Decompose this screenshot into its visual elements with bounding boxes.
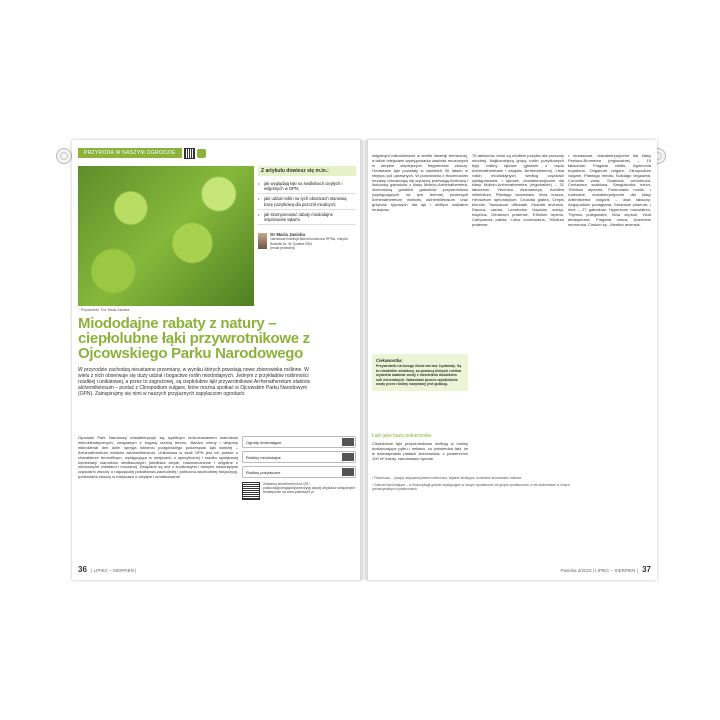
footnotes xyxy=(372,476,572,494)
left-footer xyxy=(78,565,136,574)
fun-fact-text: Przywrotnik na brzegu liścia ma tzw. hydatody. Są to niewielkie struktury, za pomocą których roślina wydziela nadmiar wody z niewielkim dodatkiem soli mineralnych. Natomiast proces wydzielania wody przez rośliny nazywany jest gutacją. xyxy=(376,364,462,386)
lady-mantle-photo xyxy=(78,166,254,306)
page-number: 36 xyxy=(78,565,87,574)
summary-heading: Z artykułu dowiesz się m.in.: xyxy=(258,166,356,176)
footer-text: Pasieka 4/2023 | LIPIEC – SIERPIEŃ | xyxy=(560,568,638,573)
summary-item: ▸ jak wyglądają łąki na siedliskach ciepłych i wilgotnych w OPN; xyxy=(258,179,356,194)
related-link-label: Rośliny miododajne xyxy=(246,454,281,460)
footnote: ¹ Fitocenoza – (nacja) nazywana płatem roślinności, fizjalnie istniejące, konkretne zbiorowisko roślinne. xyxy=(372,476,523,480)
author-avatar xyxy=(258,233,267,249)
author-block xyxy=(258,233,356,250)
author-name: Dr Maria Jasicka xyxy=(270,232,305,238)
page-gutter xyxy=(360,140,368,580)
left-emblem-icon xyxy=(56,148,72,164)
footer-text: | LIPIEC – SIERPIEŃ | xyxy=(91,568,137,573)
photo-caption: ↑ Przywrotnik. Fot. Maria Jasicka xyxy=(78,308,130,312)
related-link-2[interactable] xyxy=(242,451,356,463)
related-link-3[interactable] xyxy=(242,466,356,478)
author-affiliation: Narodowa Kolekcja Bioróżnorodności RPNA, Instytut Botaniki im. W. Szafera PAN xyxy=(270,237,348,246)
related-links xyxy=(242,436,356,500)
section-subheading: Łąki jako baza pokarmowa xyxy=(372,433,432,439)
right-page xyxy=(366,140,657,580)
qr-code-icon xyxy=(184,148,195,159)
qr-note xyxy=(242,482,356,500)
fun-fact-heading: Ciekawostka: xyxy=(376,358,403,363)
summary-item: ▸ jaki udział roślin na tych obszarach stanowią bazę pożytkową dla pszczół miodnych; xyxy=(258,194,356,209)
image-thumb-icon xyxy=(342,438,354,446)
body-text: Ciepłolubne łąki przywrotnikowe obfitują w rośliny dostarczające pyłku i nektaru, co potwierdza fakt, że w dziewiętnastu płatach zbiorowiska, o powierzchni 100 m² każdy, zanotowano łącznie xyxy=(372,441,468,461)
body-text: 75 taksonów, które są źródłem pożytku dla pszczoły miodnej. Najliczniejszą grupę roślin pożytkowych były rośliny łąkowe (głównie z rzędu Arrhenatheretalia i związku Arrhenatherion). Lista roślin miododajnych według częstości występowania: • łąkowe, charakterystyczne dla klasy Molinio-Arrhenatheretea (regionalnie) – 31 taksonów: Veronica chamaedrys, Achillea millefolium, Plantago lanceolata, Vicia cracca, Heracleum sphondylium, Cruciata glabra, Crepis biennis, Taraxacum officinale, Knautia arvensis, Daucus carota, Leontodon hispidus subsp. hispidus, Geranium pratense, Trifolium repens, Campanula patula, Lotus corniculatus, Trifolium pratense. xyxy=(472,153,564,227)
body-text: wilgotnym mikroklimacie w strefie inwersji termicznej, a także miejscami występowania zastoisk mrozowych w obrębie ciepłejszych fragmentów zboczy. Omawiane łąki powstały w ostatnich 30 latach w miejscu pól uprawnych. W porównaniu z fitocenozami murawy odznaczają się wyraźną przewagą liczbową i ilościową gatunków z klasy Molinio-Arrhenatheretea, obecnością górskich gatunków przywrotników (występujących na tym terenie) podzespół Arrhenatheretum elatioris alchemilletosum oraz grzybów typowych dla łąk i obfitym udziałem muszków. xyxy=(372,153,468,212)
qr-code-icon[interactable] xyxy=(242,482,260,500)
author-email: [email protected] xyxy=(270,245,295,250)
left-page xyxy=(72,140,362,580)
leaf-icon xyxy=(197,149,206,158)
article-summary-box xyxy=(258,166,356,250)
article-lead: W przyrodzie zachodzą nieustanne przemiany, w wyniku których powstają nowe zbiorowiska roślinne. W wielu z nich obserwuje się duży udział i bogactwo roślin miododajnych. Jednym z przykładów roślinności rzadkiej i unikatowej, a przez to zagrożonej, są ciepłolubne łąki przywrotnikowe Arrhenatheretum elatioris alchemilletosum – postać z Clinopodium vulgare, które można spotkać w Ojcowskim Parku Narodowym (OPN). Zainspirujmy się nimi w naszych przyjaznych zapylaczom ogrodach. xyxy=(78,367,311,397)
body-text: Ojcowski Park Narodowy charakteryzuje się wybitnym zróżnicowaniem warunków mikroklimatycznych, związanym z bogatą rzeźbą terenu. Bardzo zimny i wilgotny mikroklimat den dolin sprzyja istnieniu podgórskiego podzespołu łąki świeżej – Arrhenatheretum elatioris alchemilletosum. Unikatowa w skali OPN jest ich postać o charakterze termofilnym, występująca w miejscach o specyficznej i rzadko spotykanej kombinacji warunków siedliskowych (siedliska ciepłe, nasłonecznione i wilgotne z okresowymi chłodami i mrozami). Związane są one z środkowymi i dolnymi odsłoniętymi częściami zboczy o najczęściej południowo-zachodniej i północno-wschodniej ekspozycji, podnóżami zboczy w miejscach o ciepłym i umiarkowanie xyxy=(78,435,238,480)
section-tag: PRZYRODA W NASZYM OGRODZIE xyxy=(78,148,182,158)
image-thumb-icon xyxy=(342,468,354,476)
section-header xyxy=(78,148,206,158)
footnote: ² Gatunki wyróżniające – w fitosocjologii gatunki występujące w danym syntaksonie lub grupie syntaksonów, a nie stwierdzane w innych porównywanych syntaksonach. xyxy=(372,483,570,492)
qr-note-text: Zeskanuj smartfonem kod QR i posłuchaj/przeglądnij/przeczytaj więcej artykułów związanych tematycznie na www.pasieka24.pl xyxy=(263,482,355,495)
related-link-1[interactable] xyxy=(242,436,356,448)
related-link-label: Ogrody zmieniające xyxy=(246,439,282,445)
body-text: • murawowe, charakterystyczne dla klasy Festuco-Brometea (regionalnie) – 15 taksonów: Fragaria viridis, Agrimonia eupatoria, Origanum vulgare, Clinopodium vulgare, Plantago media, Solidago virgaurea, Coronilla varia, Scabiosa ochroleuca, Centaurea scabiosa, Sanguisorba minor, Trifolium alpestre, Pulmonaria mollis. • ruderalne, charakterystyczne dla klasy Artemisietea vulgaris – dwa taksony: Aegopodium podagraria, Geranium phaeum; • inne – 27 gatunków: Hypericum maculatum, Thymus pulegioides, Vicia sepium, Vicia tetrasperma, Fragaria vesca, Anemone nemorosa, Cirsium sp., Mentha arvensis. xyxy=(568,153,651,227)
fun-fact-box xyxy=(372,354,468,391)
magazine-spread xyxy=(72,140,657,580)
image-thumb-icon xyxy=(342,453,354,461)
page-number: 37 xyxy=(642,565,651,574)
right-footer xyxy=(560,565,651,574)
summary-item: ▸ jak skomponować rabaty miododajne inspirowane łąkami. xyxy=(258,210,356,225)
article-title: Miododajne rabaty z natury – ciepłolubne łąki przywrotnikowe z Ojcowskiego Parku Narodowego xyxy=(78,315,310,362)
related-link-label: Rośliny pożyteczne xyxy=(246,469,281,475)
